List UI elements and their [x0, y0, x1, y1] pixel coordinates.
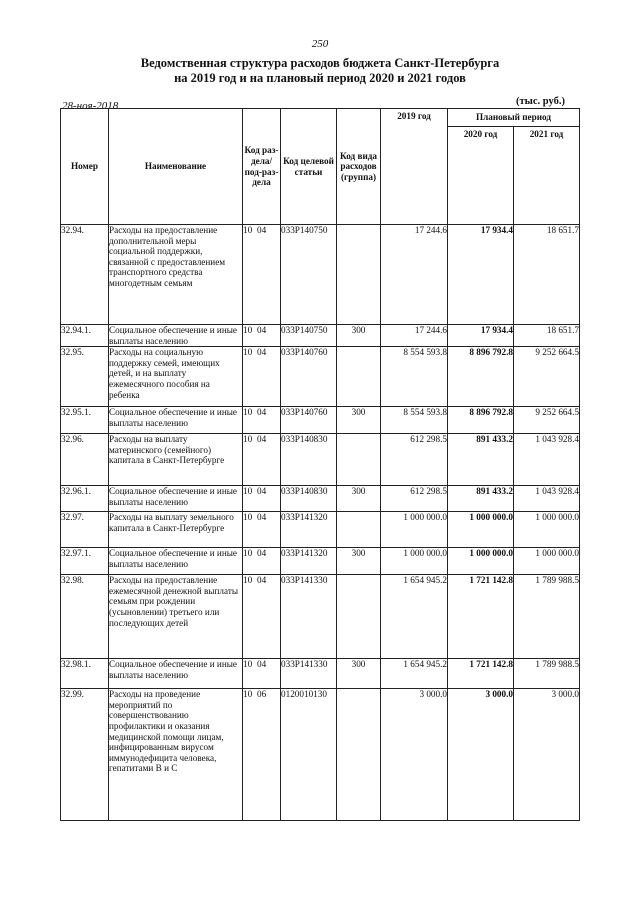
row-amount-2020: 17 934.4 [448, 325, 514, 347]
row-name: Социальное обеспечение и иные выплаты населению [109, 407, 243, 434]
row-amount-2021: 1 043 928.4 [514, 434, 580, 486]
row-amount-2021: 1 043 928.4 [514, 486, 580, 512]
row-amount-2019: 3 000.0 [381, 689, 448, 821]
header-2019: 2019 год [381, 109, 448, 225]
row-amount-2020: 3 000.0 [448, 689, 514, 821]
row-section: 10 [243, 225, 253, 235]
row-number: 32.95. [61, 347, 109, 407]
row-subsection: 04 [257, 225, 267, 235]
row-subsection: 04 [257, 486, 267, 497]
row-section-code [243, 486, 281, 512]
row-number: 32.97.1. [61, 548, 109, 575]
row-expense-kind: 300 [337, 486, 381, 512]
row-target-code: 033Р140750 [281, 325, 337, 347]
row-number: 32.98. [61, 575, 109, 659]
table-row [61, 225, 580, 325]
row-section: 10 [243, 659, 253, 670]
row-amount-2021: 1 000 000.0 [514, 512, 580, 548]
row-section: 10 [243, 486, 253, 497]
row-number: 32.95.1. [61, 407, 109, 434]
row-name: Расходы на выплату материнского (семейного) капитала в Санкт-Петербурге [109, 434, 243, 486]
row-name: Социальное обеспечение и иные выплаты населению [109, 486, 243, 512]
row-amount-2020: 1 721 142.8 [448, 659, 514, 689]
units-label: (тыс. руб.) [516, 96, 565, 107]
title-line-2: на 2019 год и на плановый период 2020 и 2021 годов [174, 71, 466, 85]
row-expense-kind: 300 [337, 659, 381, 689]
header-section-code: Код раз-дела/ под-раз-дела [243, 109, 281, 225]
row-amount-2019: 17 244.6 [381, 325, 448, 347]
row-expense-kind [337, 512, 381, 548]
header-planned-period: Плановый период [448, 109, 580, 127]
row-section-code [243, 548, 281, 575]
row-amount-2021: 18 651.7 [514, 325, 580, 347]
table-row [61, 689, 580, 821]
row-amount-2021: 18 651.7 [514, 225, 580, 325]
table-row [61, 407, 580, 434]
row-amount-2019: 8 554 593.8 [381, 407, 448, 434]
row-number: 32.99. [61, 689, 109, 821]
row-target-code: 033Р140830 [281, 434, 337, 486]
header-expense-kind: Код вида расходов (группа) [337, 109, 381, 225]
row-target-code: 033Р141330 [281, 575, 337, 659]
table-row [61, 347, 580, 407]
row-number: 32.96.1. [61, 486, 109, 512]
table-row [61, 486, 580, 512]
row-amount-2019: 8 554 593.8 [381, 347, 448, 407]
row-amount-2021: 9 252 664.5 [514, 347, 580, 407]
row-amount-2020: 1 000 000.0 [448, 548, 514, 575]
row-amount-2019: 612 298.5 [381, 434, 448, 486]
row-target-code: 033Р141320 [281, 512, 337, 548]
row-subsection: 04 [257, 548, 267, 559]
table-row [61, 512, 580, 548]
row-number: 32.94. [61, 225, 109, 325]
row-subsection: 06 [257, 689, 267, 700]
row-section: 10 [243, 548, 253, 559]
row-expense-kind [337, 575, 381, 659]
row-amount-2019: 1 654 945.2 [381, 659, 448, 689]
row-section-code [243, 659, 281, 689]
document-title [0, 56, 640, 86]
row-target-code: 0120010130 [281, 689, 337, 821]
row-section-code [243, 512, 281, 548]
row-subsection: 04 [257, 659, 267, 670]
header-2020: 2020 год [448, 127, 514, 225]
table-row [61, 575, 580, 659]
row-number: 32.94.1. [61, 325, 109, 347]
row-expense-kind [337, 225, 381, 325]
row-amount-2019: 1 000 000.0 [381, 512, 448, 548]
row-subsection: 04 [257, 512, 267, 523]
row-name: Социальное обеспечение и иные выплаты населению [109, 548, 243, 575]
row-target-code: 033Р140760 [281, 347, 337, 407]
row-subsection: 04 [257, 347, 267, 358]
row-section: 10 [243, 325, 253, 335]
table-row [61, 434, 580, 486]
row-section-code [243, 325, 281, 347]
row-section-code [243, 225, 281, 325]
row-section: 10 [243, 407, 253, 418]
row-expense-kind [337, 434, 381, 486]
page-number: 250 [311, 38, 329, 50]
row-number: 32.97. [61, 512, 109, 548]
row-amount-2019: 1 000 000.0 [381, 548, 448, 575]
row-target-code: 033Р140760 [281, 407, 337, 434]
row-subsection: 04 [257, 575, 267, 586]
row-name: Расходы на проведение мероприятий по совершенствованию профилактики и оказания медицинской помощи лицам, инфицированным вирусом иммунодефицита человека, гепатитами В и С [109, 689, 243, 821]
header-name: Наименование [109, 109, 243, 225]
row-name: Расходы на социальную поддержку семей, имеющих детей, и на выплату ежемесячного пособия на ребенка [109, 347, 243, 407]
row-target-code: 033Р141320 [281, 548, 337, 575]
row-section: 10 [243, 689, 253, 700]
row-section-code [243, 434, 281, 486]
row-target-code: 033Р140830 [281, 486, 337, 512]
row-subsection: 04 [257, 434, 267, 445]
row-amount-2021: 1 000 000.0 [514, 548, 580, 575]
row-section-code [243, 689, 281, 821]
row-section: 10 [243, 575, 253, 586]
table-row [61, 325, 580, 347]
row-amount-2021: 1 789 988.5 [514, 575, 580, 659]
row-amount-2020: 1 000 000.0 [448, 512, 514, 548]
row-expense-kind [337, 347, 381, 407]
row-expense-kind: 300 [337, 407, 381, 434]
row-section-code [243, 407, 281, 434]
table-row [61, 548, 580, 575]
row-target-code: 033Р141330 [281, 659, 337, 689]
row-amount-2020: 17 934.4 [448, 225, 514, 325]
row-expense-kind [337, 689, 381, 821]
row-amount-2020: 8 896 792.8 [448, 407, 514, 434]
header-target-code: Код целевой статьи [281, 109, 337, 225]
row-section: 10 [243, 434, 253, 445]
row-amount-2021: 3 000.0 [514, 689, 580, 821]
row-section-code [243, 575, 281, 659]
row-amount-2020: 891 433.2 [448, 434, 514, 486]
header-2021: 2021 год [514, 127, 580, 225]
row-section: 10 [243, 512, 253, 523]
row-number: 32.96. [61, 434, 109, 486]
row-expense-kind: 300 [337, 325, 381, 347]
row-name: Социальное обеспечение и иные выплаты населению [109, 325, 243, 347]
row-target-code: 033Р140750 [281, 225, 337, 325]
budget-table [60, 108, 580, 821]
row-amount-2019: 612 298.5 [381, 486, 448, 512]
row-amount-2020: 8 896 792.8 [448, 347, 514, 407]
table-row [61, 659, 580, 689]
row-amount-2020: 1 721 142.8 [448, 575, 514, 659]
header-number: Номер [61, 109, 109, 225]
row-amount-2019: 17 244.6 [381, 225, 448, 325]
row-subsection: 04 [257, 407, 267, 418]
title-line-1: Ведомственная структура расходов бюджета Санкт-Петербурга [140, 56, 500, 70]
row-amount-2019: 1 654 945.2 [381, 575, 448, 659]
row-name: Расходы на выплату земельного капитала в Санкт-Петербурге [109, 512, 243, 548]
row-amount-2021: 9 252 664.5 [514, 407, 580, 434]
document-date: 28-ноя-2018 [62, 100, 119, 112]
row-subsection: 04 [257, 325, 267, 335]
row-section: 10 [243, 347, 253, 358]
row-name: Расходы на предоставление ежемесячной денежной выплаты семьям при рождении (усыновлении) третьего или последующих детей [109, 575, 243, 659]
row-name: Социальное обеспечение и иные выплаты населению [109, 659, 243, 689]
row-amount-2021: 1 789 988.5 [514, 659, 580, 689]
row-amount-2020: 891 433.2 [448, 486, 514, 512]
row-section-code [243, 347, 281, 407]
row-number: 32.98.1. [61, 659, 109, 689]
row-name: Расходы на предоставление дополнительной меры социальной поддержки, связанной с предоставлением транспортного средства многодетным семьям [109, 225, 243, 325]
row-expense-kind: 300 [337, 548, 381, 575]
